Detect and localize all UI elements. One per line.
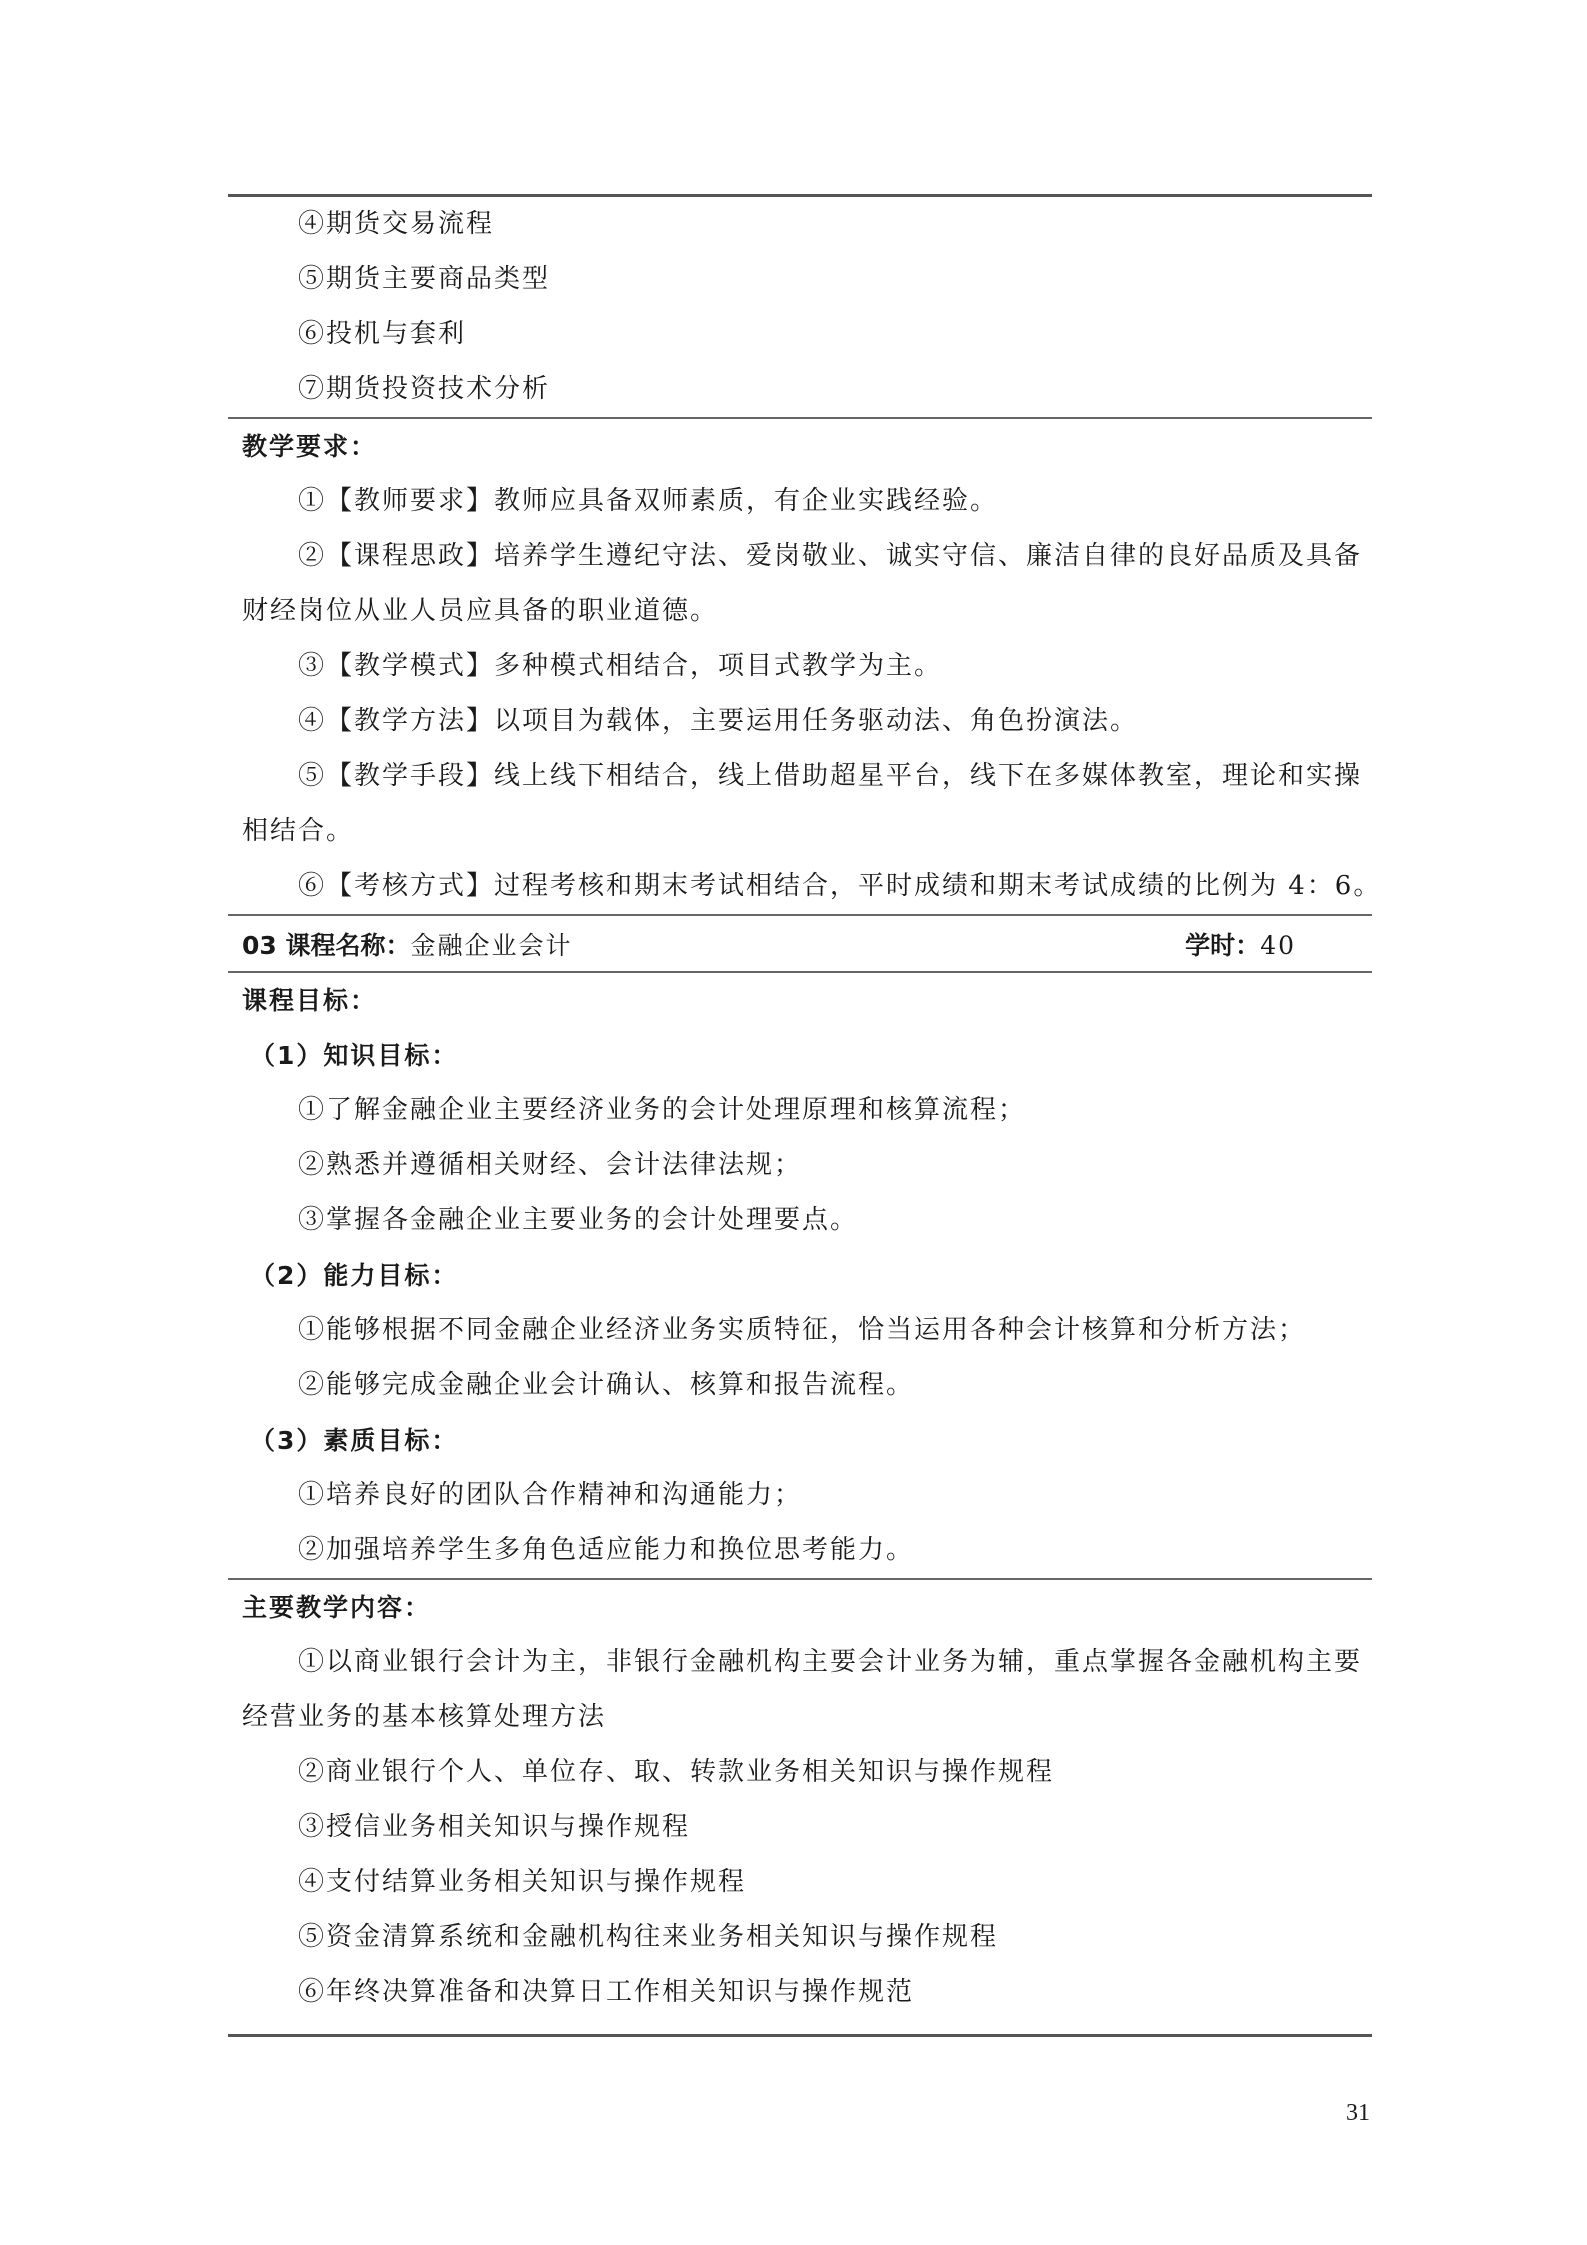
ability-heading: （2）能力目标： <box>250 1261 459 1290</box>
list-item: ①了解金融企业主要经济业务的会计处理原理和核算流程； <box>298 1095 1027 1125</box>
list-item: ③掌握各金融企业主要业务的会计处理要点。 <box>298 1205 859 1235</box>
page-number: 31 <box>1346 2100 1370 2126</box>
list-item: ②加强培养学生多角色适应能力和换位思考能力。 <box>298 1535 915 1565</box>
document-page <box>228 194 1382 2037</box>
list-item: ①能够根据不同金融企业经济业务实质特征，恰当运用各种会计核算和分析方法； <box>298 1315 1307 1345</box>
list-item: ④支付结算业务相关知识与操作规程 <box>298 1867 747 1897</box>
list-item: ⑥【考核方式】过程考核和期末考试相结合，平时成绩和期末考试成绩的比例为 4：6。 <box>298 871 1382 901</box>
content-heading: 主要教学内容： <box>242 1593 432 1622</box>
course-name: 金融企业会计 <box>410 930 573 960</box>
list-item: ⑤期货主要商品类型 <box>298 264 551 294</box>
teaching-requirements-heading: 教学要求： <box>242 432 378 461</box>
list-item: ②【课程思政】培养学生遵纪守法、爱岗敬业、诚实守信、廉洁自律的良好品质及具备财经岗位从业人员应具备的职业道德。 <box>242 541 1363 626</box>
list-item: ⑥投机与套利 <box>298 319 467 349</box>
course-hours-label: 学时： <box>1185 930 1261 960</box>
quality-heading: （3）素质目标： <box>250 1426 459 1455</box>
course-hours: 40 <box>1260 930 1296 960</box>
list-item: ⑥年终决算准备和决算日工作相关知识与操作规范 <box>298 1977 915 2007</box>
list-item: ①培养良好的团队合作精神和沟通能力； <box>298 1480 803 1510</box>
objectives-heading: 课程目标： <box>242 986 378 1015</box>
list-item: ②商业银行个人、单位存、取、转款业务相关知识与操作规程 <box>298 1757 1055 1787</box>
knowledge-heading: （1）知识目标： <box>250 1041 459 1070</box>
list-item: ②熟悉并遵循相关财经、会计法律法规； <box>298 1150 803 1180</box>
list-item: ⑤【教学手段】线上线下相结合，线上借助超星平台，线下在多媒体教室，理论和实操相结合。 <box>242 761 1363 846</box>
list-item: ④期货交易流程 <box>298 209 495 239</box>
table-bottom-rule <box>228 2034 1372 2037</box>
list-item: ②能够完成金融企业会计确认、核算和报告流程。 <box>298 1370 915 1400</box>
list-item: ⑦期货投资技术分析 <box>298 374 551 404</box>
list-item: ④【教学方法】以项目为载体，主要运用任务驱动法、角色扮演法。 <box>298 706 1139 736</box>
list-item: ③【教学模式】多种模式相结合，项目式教学为主。 <box>298 651 943 681</box>
list-item: ③授信业务相关知识与操作规程 <box>298 1812 691 1842</box>
course-title-row <box>228 916 1372 971</box>
list-item: ⑤资金清算系统和金融机构往来业务相关知识与操作规程 <box>298 1922 999 1952</box>
list-item: ①【教师要求】教师应具备双师素质，有企业实践经验。 <box>298 486 999 516</box>
list-item: ①以商业银行会计为主，非银行金融机构主要会计业务为辅，重点掌握各金融机构主要经营业务的基本核算处理方法 <box>242 1647 1363 1732</box>
course-name-label: 03 课程名称： <box>242 930 411 960</box>
